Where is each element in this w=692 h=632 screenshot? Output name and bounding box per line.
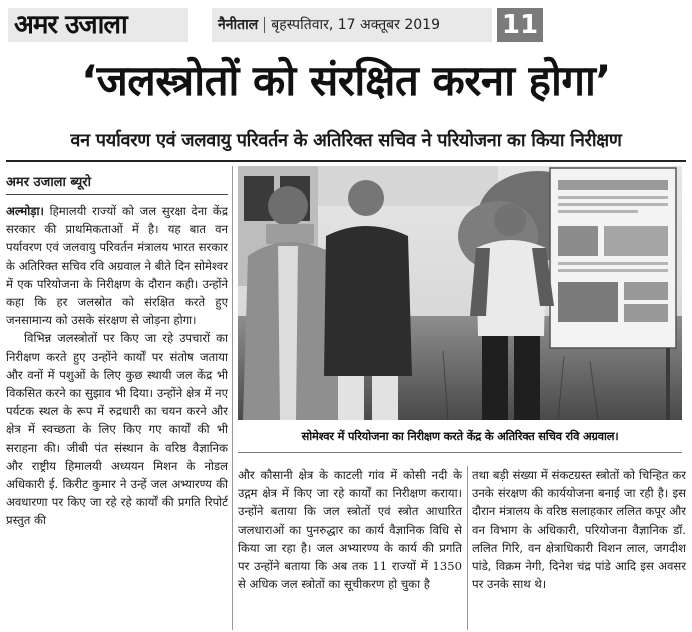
article-column-2 — [238, 466, 462, 630]
subheadline: वन पर्यावरण एवं जलवायु परिवर्तन के अतिरिक्त सचिव ने परियोजना का किया निरीक्षण — [70, 130, 622, 151]
article-column-1 — [6, 202, 228, 630]
page-number: 11 — [497, 8, 543, 42]
headline: ‘जलस्त्रोतों को संरक्षित करना होगा’ — [81, 56, 611, 105]
edition-date: बृहस्पतिवार, 17 अक्तूबर 2019 — [271, 17, 440, 33]
caption-rule — [238, 452, 682, 453]
column-divider-1 — [232, 166, 233, 630]
article-paragraph-2: विभिन्न जलस्त्रोतों पर किए जा रहे उपचारों का निरीक्षण करते हुए उन्होंने कार्यों पर संतोष जताया और वनों में पशुओं के लिए कुछ स्थायी जल केंद्र भी विकसित करने का सुझाव भी दिया। उन्होंने क्षेत्र में नए पर्यटक स्थल के रूप में रुद्रधारी का चयन करने और क्षेत्र में स्वच्छता के लिए किए गए कार्यों की भी सराहना की। जीबी पंत संस्थान के वरिष्ठ वैज्ञानिक और राष्ट्रीय हिमालयी अध्ययन मिशन के नोडल अधिकारी ई. किरीट कुमार ने उन्हें जल अभ्यारण्य की अवधारणा पर किए जा रहे रहे कार्यों की प्रगति रिपोर्ट प्रस्तुत की — [6, 331, 228, 528]
news-photo — [238, 166, 682, 420]
headline-rule — [6, 160, 686, 162]
article-column-3 — [472, 466, 686, 630]
byline-rule — [6, 194, 228, 195]
dateline-place: अल्मोड़ा। — [6, 204, 44, 218]
article-paragraph-1-text: हिमालयी राज्यों को जल सुरक्षा देना केंद्र सरकार की प्राथमिकताओं में है। यह बात वन पर्यावरण एवं जलवायु परिवर्तन मंत्रालय भारत सरकार के अतिरिक्त सचिव रवि अग्रवाल ने बीते दिन सोमेश्वर में एक परियोजना के निरीक्षण के दौरान कही। उन्होंने कहा कि हर जलस्रोत को संरक्षित करते हुए जनसामान्य को उसके संरक्षण से जोड़ना होगा। — [6, 204, 228, 328]
column-divider-2 — [467, 466, 468, 630]
dateline-divider — [264, 17, 265, 33]
edition-city: नैनीताल — [218, 17, 259, 33]
article-paragraph-1 — [6, 202, 228, 329]
news-photo-illustration — [238, 166, 682, 420]
article-column-2-text: और कौसानी क्षेत्र के काटली गांव में कोसी नदी के उद्गम क्षेत्र में किए जा रहे कार्यों का निरीक्षण कराया। उन्होंने बताया कि जल स्त्रोतों एवं स्त्रोत आधारित जलधाराओं का पुनरुद्धार का कार्य वैज्ञानिक विधि से किया जा रहा है। जल अभ्यारण्य के कार्य की प्रगति पर उन्होंने बताया कि अब तक 11 राज्यों में 1350 से अधिक जल स्त्रोतों का सूचीकरण हो चुका है — [238, 468, 462, 592]
newspaper-logo: अमर उजाला — [8, 8, 188, 42]
photo-caption: सोमेश्वर में परियोजना का निरीक्षण करते केंद्र के अतिरिक्त सचिव रवि अग्रवाल। — [301, 429, 619, 443]
byline: अमर उजाला ब्यूरो — [6, 175, 91, 190]
article-column-3-text: तथा बड़ी संख्या में संकटग्रस्त स्त्रोतों को चिन्हित कर उनके संरक्षण की कार्ययोजना बनाई जा रही है। इस दौरान मंत्रालय के वरिष्ठ सलाहकार ललित कपूर और वन विभाग के अधिकारी, परियोजना वैज्ञानिक डॉ. ललित गिरि, वन क्षेत्राधिकारी विशन लाल, जगदीश पांडे, विक्रम नेगी, दिनेश चंद्र पांडे आदि इस अवसर पर उनके साथ थे। — [472, 468, 686, 592]
masthead — [8, 8, 684, 42]
edition-dateline — [212, 8, 492, 42]
